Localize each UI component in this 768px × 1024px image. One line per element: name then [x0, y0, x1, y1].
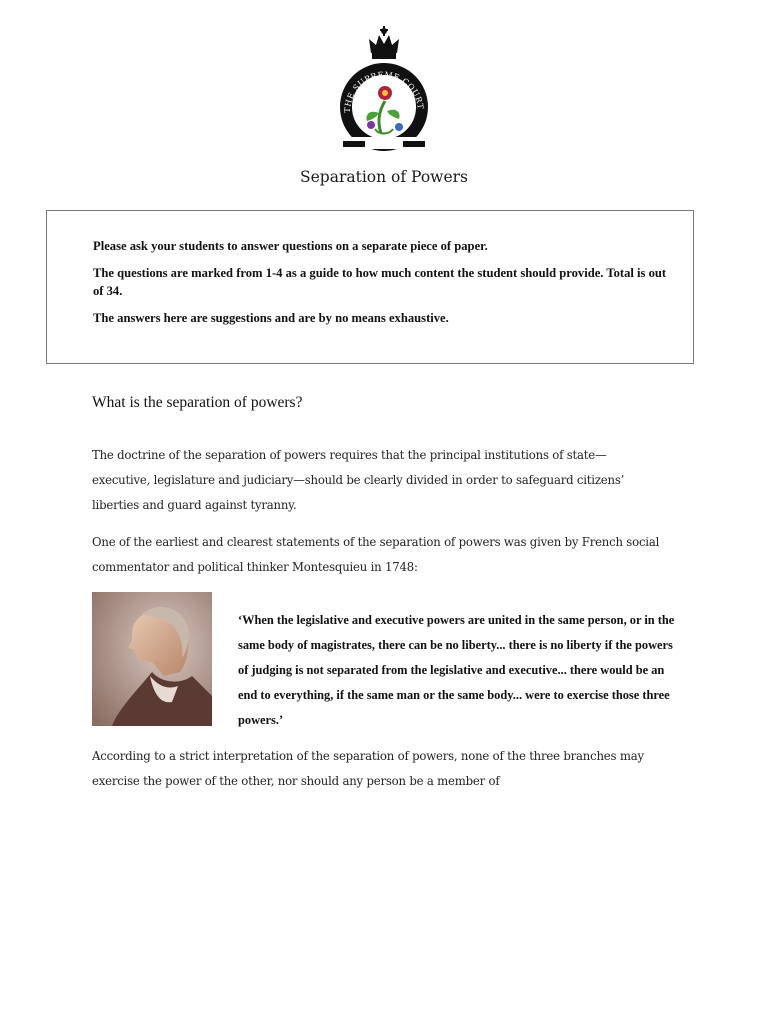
supreme-court-emblem-icon	[319, 25, 449, 159]
montesquieu-portrait-icon	[92, 592, 212, 726]
document-title: Separation of Powers	[300, 168, 468, 186]
notice-line: The questions are marked from 1-4 as a guide to how much content the student should provide. Total is out of 34.	[93, 266, 667, 298]
montesquieu-quote: ‘When the legislative and executive powers are united in the same person, or in the same body of magistrates, there can be no liberty... there is no liberty if the powers of judging is not separated from the legislative and executive... there would be an end to everything, if the same man or the same body... were to exercise those three powers.’	[238, 613, 675, 727]
teacher-notice-box	[46, 210, 694, 364]
svg-text:THE SUPREME COURT: THE SUPREME COURT	[342, 70, 426, 113]
body-paragraph: The doctrine of the separation of powers requires that the principal institutions of state—executive, legislature and judiciary—should be clearly divided in order to safeguard citizens’ liberties and guard against tyranny.	[92, 448, 625, 512]
notice-line: Please ask your students to answer questions on a separate piece of paper.	[93, 239, 488, 253]
supreme-court-logo	[308, 24, 460, 160]
body-paragraph: According to a strict interpretation of the separation of powers, none of the three branches may exercise the power of the other, nor should any person be a member of	[92, 749, 644, 788]
notice-line: The answers here are suggestions and are by no means exhaustive.	[93, 311, 449, 325]
body-paragraph: One of the earliest and clearest statements of the separation of powers was given by French social commentator and political thinker Montesquieu in 1748:	[92, 535, 660, 574]
section-heading: What is the separation of powers?	[92, 394, 303, 411]
